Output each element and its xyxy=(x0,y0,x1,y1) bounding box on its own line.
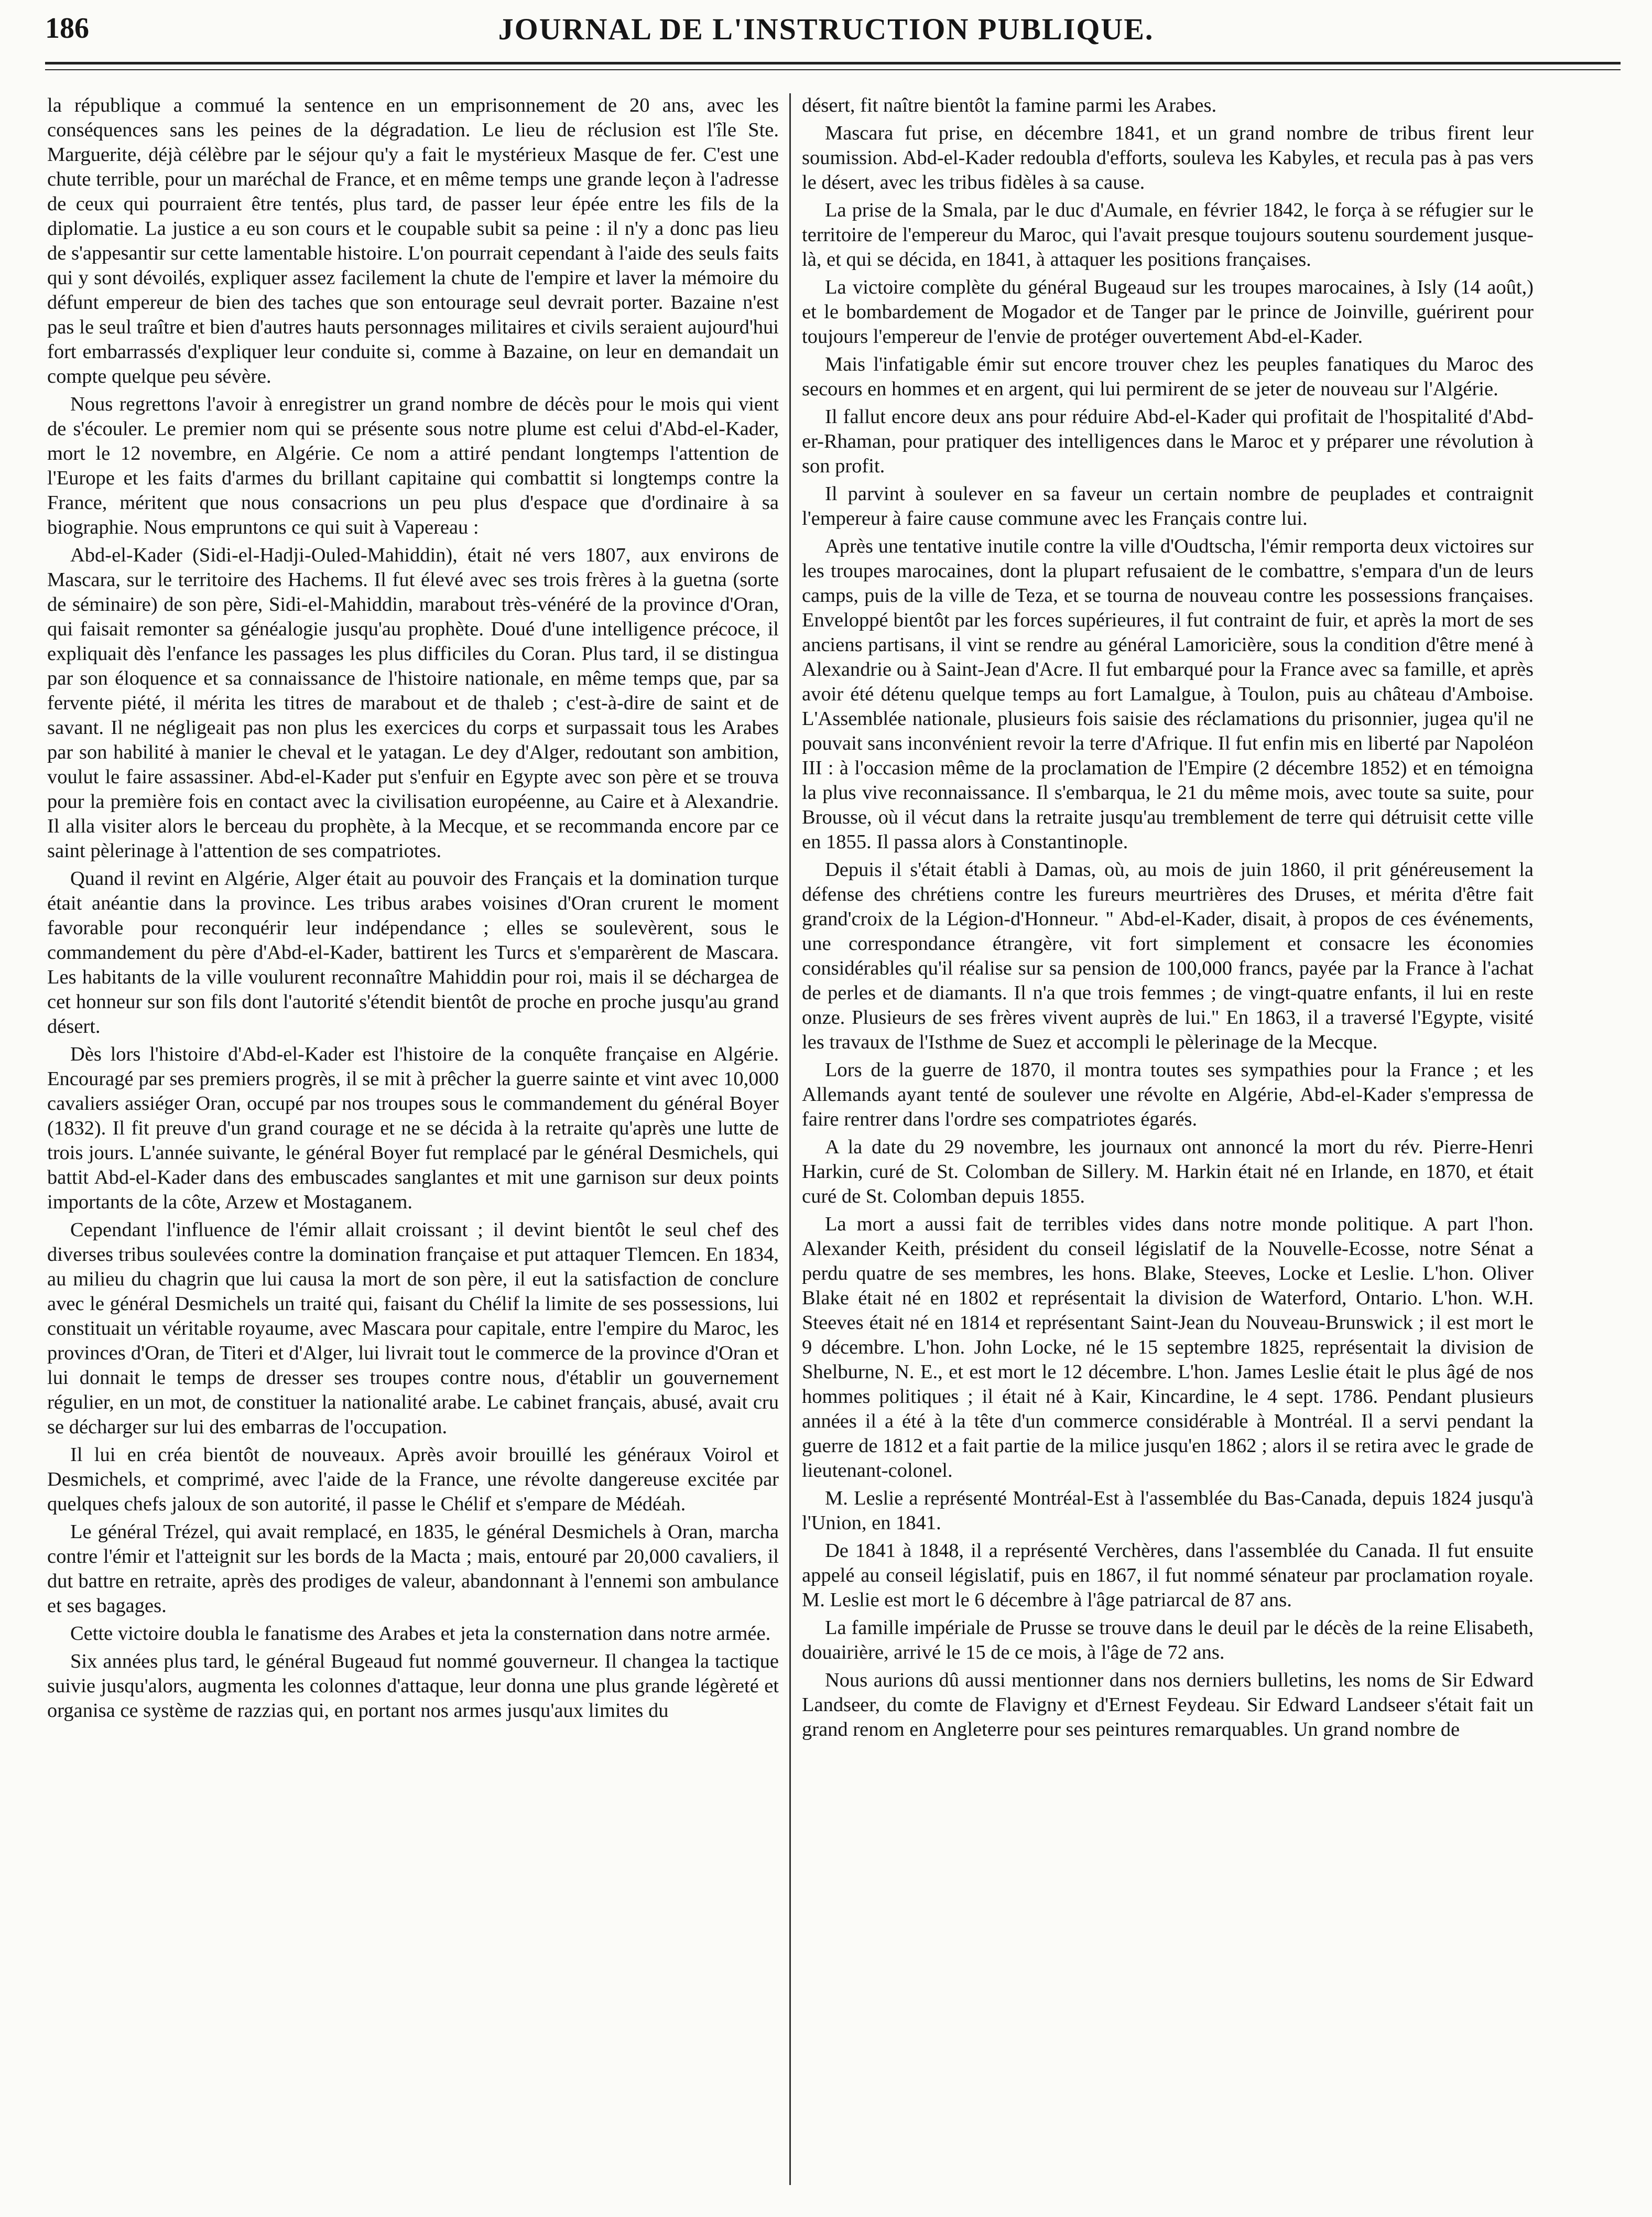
paragraph: M. Leslie a représenté Montréal-Est à l'assemblée du Bas-Canada, depuis 1824 jusqu'à l'Union, en 1841. xyxy=(802,1487,1534,1534)
paragraph: Il parvint à soulever en sa faveur un certain nombre de peuplades et contraignit l'empereur à faire cause commune avec les Français contre lui. xyxy=(802,483,1534,529)
column-divider xyxy=(789,93,791,2185)
paragraph: Mais l'infatigable émir sut encore trouver chez les peuples fanatiques du Maroc des secours en hommes et en argent, qui lui permirent de se jeter de nouveau sur l'Algérie. xyxy=(802,353,1534,400)
paragraph: Nous aurions dû aussi mentionner dans nos derniers bulletins, les noms de Sir Edward Landseer, du comte de Flavigny et d'Ernest Feydeau. Sir Edward Landseer s'était fait un grand renom en Angleterre pour ses peintures remarquables. Un grand nombre de xyxy=(802,1669,1534,1740)
paragraph: Le général Trézel, qui avait remplacé, en 1835, le général Desmichels à Oran, marcha contre l'émir et l'atteignit sur les bords de la Macta ; mais, entouré par 20,000 cavaliers, il dut battre en retraite, après des prodiges de valeur, abandonnant à l'ennemi son ambulance et ses bagages. xyxy=(47,1521,779,1617)
paragraph: La prise de la Smala, par le duc d'Aumale, en février 1842, le força à se réfugier sur le territoire de l'empereur du Maroc, qui l'avait presque toujours soutenu sourdement jusque-là, et qui se décida, en 1841, à attaquer les positions françaises. xyxy=(802,199,1534,271)
paragraph: Cette victoire doubla le fanatisme des Arabes et jeta la consternation dans notre armée. xyxy=(70,1623,771,1645)
paragraph: La famille impériale de Prusse se trouve dans le deuil par le décès de la reine Elisabeth, douairière, arrivé le 15 de ce mois, à l'âge de 72 ans. xyxy=(802,1617,1534,1663)
paragraph: Abd-el-Kader (Sidi-el-Hadji-Ouled-Mahiddin), était né vers 1807, aux environs de Mascara, sur le territoire des Hachems. Il fut élevé avec ses trois frères à la guetna (sorte de séminaire) de son père, Sidi-el-Mahiddin, marabout très-vénéré de la province d'Oran, qui faisait remonter sa généalogie jusqu'au prophète. Doué d'une intelligence précoce, il expliquait dès l'enfance les passages les plus difficiles du Coran. Plus tard, il se distingua par son éloquence et sa connaissance de l'histoire nationale, en même temps que, par sa fervente piété, il mérita les titres de marabout et de thaleb ; c'est-à-dire de saint et de savant. Il ne négligeait pas non plus les exercices du corps et surpassait tous les Arabes par son habilité à manier le cheval et le yatagan. Le dey d'Alger, redoutant son ambition, voulut le faire assassiner. Abd-el-Kader put s'enfuir en Egypte avec son père et se trouva pour la première fois en contact avec la civilisation européenne, au Caire et à Alexandrie. Il alla visiter alors le berceau du prophète, à la Mecque, et se recommanda encore par ce saint pèlerinage à l'attention de ses compatriotes. xyxy=(47,544,779,862)
right-column xyxy=(802,93,1534,1745)
paragraph: Six années plus tard, le général Bugeaud fut nommé gouverneur. Il changea la tactique suivie jusqu'alors, augmenta les colonnes d'attaque, leur donna une plus grande légèreté et organisa ce système de razzias qui, en portant nos armes jusqu'aux limites du xyxy=(47,1650,779,1722)
paragraph: Nous regrettons l'avoir à enregistrer un grand nombre de décès pour le mois qui vient de s'écouler. Le premier nom qui se présente sous notre plume est celui d'Abd-el-Kader, mort le 12 novembre, en Algérie. Ce nom a attiré pendant longtemps l'attention de l'Europe et les faits d'armes du brillant capitaine qui combattit si longtemps contre la France, méritent que nous consacrions un peu plus d'espace que d'ordinaire à sa biographie. Nous empruntons ce qui suit à Vapereau : xyxy=(47,393,779,538)
paragraph: Il lui en créa bientôt de nouveaux. Après avoir brouillé les généraux Voirol et Desmichels, et comprimé, avec l'aide de la France, une révolte dangereuse excitée par quelques chefs jaloux de son autorité, il passe le Chélif et s'empare de Médéah. xyxy=(47,1444,779,1515)
paragraph: Depuis il s'était établi à Damas, où, au mois de juin 1860, il prit généreusement la défense des chrétiens contre les fureurs meurtrières des Druses, et mérita d'être fait grand'croix de la Légion-d'Honneur. " Abd-el-Kader, disait, à propos de ces événements, une correspondance étrangère, vit fort simplement et consacre les économies considérables qu'il réalise sur sa pension de 100,000 francs, payée par la France à l'achat de perles et de diamants. Il n'a que trois femmes ; de vingt-quatre enfants, il lui en reste onze. Plusieurs de ses frères vivent auprès de lui." En 1863, il a traversé l'Egypte, visité les travaux de l'Isthme de Suez et accompli le pèlerinage de la Mecque. xyxy=(802,859,1534,1053)
paragraph: A la date du 29 novembre, les journaux ont annoncé la mort du rév. Pierre-Henri Harkin, curé de St. Colomban de Sillery. M. Harkin était né en Irlande, en 1870, et était curé de St. Colomban depuis 1855. xyxy=(802,1136,1534,1207)
paragraph: De 1841 à 1848, il a représenté Verchères, dans l'assemblée du Canada. Il fut ensuite appelé au conseil législatif, puis en 1867, il fut nommé sénateur par proclamation royale. M. Leslie est mort le 6 décembre à l'âge patriarcal de 87 ans. xyxy=(802,1540,1534,1611)
paragraph: Lors de la guerre de 1870, il montra toutes ses sympathies pour la France ; et les Allemands ayant tenté de soulever une révolte en Algérie, Abd-el-Kader s'empressa de faire rentrer dans l'ordre ses compatriotes égarés. xyxy=(802,1059,1534,1130)
paragraph: Après une tentative inutile contre la ville d'Oudtscha, l'émir remporta deux victoires sur les troupes marocaines, dont la plupart refusaient de le combattre, s'empara d'un de leurs camps, puis de la ville de Teza, et se tourna de nouveau contre les possessions françaises. Enveloppé bientôt par les forces supérieures, il fut contraint de fuir, et après la mort de ses anciens partisans, il vint se rendre au général Lamoricière, sous la condition d'être mené à Alexandrie ou à Saint-Jean d'Acre. Il fut embarqué pour la France avec sa famille, et après avoir été détenu quelque temps au fort Lamalgue, à Toulon, puis au château d'Amboise. L'Assemblée nationale, plusieurs fois saisie des réclamations du prisonnier, jugea qu'il ne pouvait sans inconvénient revoir la terre d'Afrique. Il fut enfin mis en liberté par Napoléon III : à l'occasion même de la proclamation de l'Empire (2 décembre 1852) et en témoigna la plus vive reconnaissance. Il s'embarqua, le 21 du même mois, avec toute sa suite, pour Brousse, où il vécut dans la retraite jusqu'au tremblement de terre qui détruisit cette ville en 1855. Il passa alors à Constantinople. xyxy=(802,535,1534,853)
paragraph: Cependant l'influence de l'émir allait croissant ; il devint bientôt le seul chef des diverses tribus soulevées contre la domination française et put attaquer Tlemcen. En 1834, au milieu du chagrin que lui causa la mort de son père, il eut la satisfaction de conclure avec le général Desmichels un traité qui, faisant du Chélif la limite de ses possessions, lui constituait un véritable royaume, avec Mascara pour capitale, entre l'empire du Maroc, les provinces d'Oran, de Titeri et d'Alger, lui livrait tout le commerce de la province d'Oran et lui donnait le temps de dresser ses troupes contre nous, d'établir un gouvernement régulier, en un mot, de constituer la nationalité arabe. Le cabinet français, abusé, avait cru se décharger sur lui des embarras de l'occupation. xyxy=(47,1219,779,1438)
header-rule-thin xyxy=(45,69,1621,70)
header-rule-thick xyxy=(45,62,1621,64)
paragraph: désert, fit naître bientôt la famine parmi les Arabes. xyxy=(802,94,1217,116)
paragraph: la république a commué la sentence en un emprisonnement de 20 ans, avec les conséquences sans les peines de la dégradation. Le lieu de réclusion est l'île Ste. Marguerite, déjà célèbre par le séjour qu'y a fait le mystérieux Masque de fer. C'est une chute terrible, pour un maréchal de France, et en même temps une grande leçon à l'adresse de ceux qui pourraient être tentés, plus tard, de passer leur épée entre les fils de la diplomatie. La justice a eu son cours et le coupable subit sa peine : il n'y a donc pas lieu de s'appesantir sur cette lamentable histoire. L'on pourrait cependant à l'aide des seuls faits qui y sont dévoilés, expliquer assez facilement la chute de l'empire et laver la mémoire du défunt empereur de bien des taches que son entourage seul devrait porter. Bazaine n'est pas le seul traître et bien d'autres hauts personnages militaires et civils seraient aujourd'hui fort embarrassés d'expliquer leur conduite si, comme à Bazaine, on leur en demandait un compte quelque peu sévère. xyxy=(47,94,779,387)
running-head: JOURNAL DE L'INSTRUCTION PUBLIQUE. xyxy=(498,12,1154,46)
page-number: 186 xyxy=(45,12,89,45)
paragraph: Mascara fut prise, en décembre 1841, et un grand nombre de tribus firent leur soumission. Abd-el-Kader redoubla d'efforts, souleva les Kabyles, et recula pas à pas vers le désert, avec les tribus fidèles à sa cause. xyxy=(802,122,1534,193)
paragraph: La mort a aussi fait de terribles vides dans notre monde politique. A part l'hon. Alexander Keith, président du conseil législatif de la Nouvelle-Ecosse, notre Sénat a perdu quatre de ses membres, les hons. Blake, Steeves, Locke et Leslie. L'hon. Oliver Blake était né en 1802 et représentait la division de Waterford, Ontario. L'hon. W.H. Steeves était né en 1814 et représentant Saint-Jean du Nouveau-Brunswick ; il est mort le 9 décembre. L'hon. John Locke, né le 15 septembre 1825, représentait la division de Shelburne, N. E., et est mort le 12 décembre. L'hon. James Leslie était le plus âgé de nos hommes politiques ; il était né à Kair, Kincardine, le 4 sept. 1786. Pendant plusieurs années il a été à la tête d'un commerce considérable à Montréal. Il a servi pendant la guerre de 1812 et a fait partie de la milice jusqu'en 1862 ; alors il se retira avec le grade de lieutenant-colonel. xyxy=(802,1213,1534,1481)
paragraph: Dès lors l'histoire d'Abd-el-Kader est l'histoire de la conquête française en Algérie. Encouragé par ses premiers progrès, il se mit à prêcher la guerre sainte et vint avec 10,000 cavaliers assiéger Oran, occupé par nos troupes sous le commandement du général Boyer (1832). Il fit preuve d'un grand courage et ne se décida à la retraite qu'après une lutte de trois jours. L'année suivante, le général Boyer fut remplacé par le général Desmichels, qui battit Abd-el-Kader dans des embuscades sanglantes et mit une garnison sur deux points importants de la côte, Arzew et Mostaganem. xyxy=(47,1043,779,1213)
left-column xyxy=(47,93,779,1726)
paragraph: La victoire complète du général Bugeaud sur les troupes marocaines, à Isly (14 août,) et le bombardement de Mogador et de Tanger par le prince de Joinville, guérirent pour toujours l'empereur de l'envie de protéger ouvertement Abd-el-Kader. xyxy=(802,276,1534,348)
paragraph: Il fallut encore deux ans pour réduire Abd-el-Kader qui profitait de l'hospitalité d'Abd-er-Rhaman, pour pratiquer des intelligences dans le Maroc et y préparer une révolution à son profit. xyxy=(802,406,1534,477)
paragraph: Quand il revint en Algérie, Alger était au pouvoir des Français et la domination turque était anéantie dans la province. Les tribus arabes voisines d'Oran crurent le moment favorable pour reconquérir leur indépendance ; elles se soulevèrent, sous le commandement du père d'Abd-el-Kader, battirent les Turcs et s'emparèrent de Mascara. Les habitants de la ville voulurent reconnaître Mahiddin pour roi, mais il se déchargea de cet honneur sur son fils dont l'autorité s'étendit bientôt de proche en proche jusqu'au grand désert. xyxy=(47,868,779,1037)
